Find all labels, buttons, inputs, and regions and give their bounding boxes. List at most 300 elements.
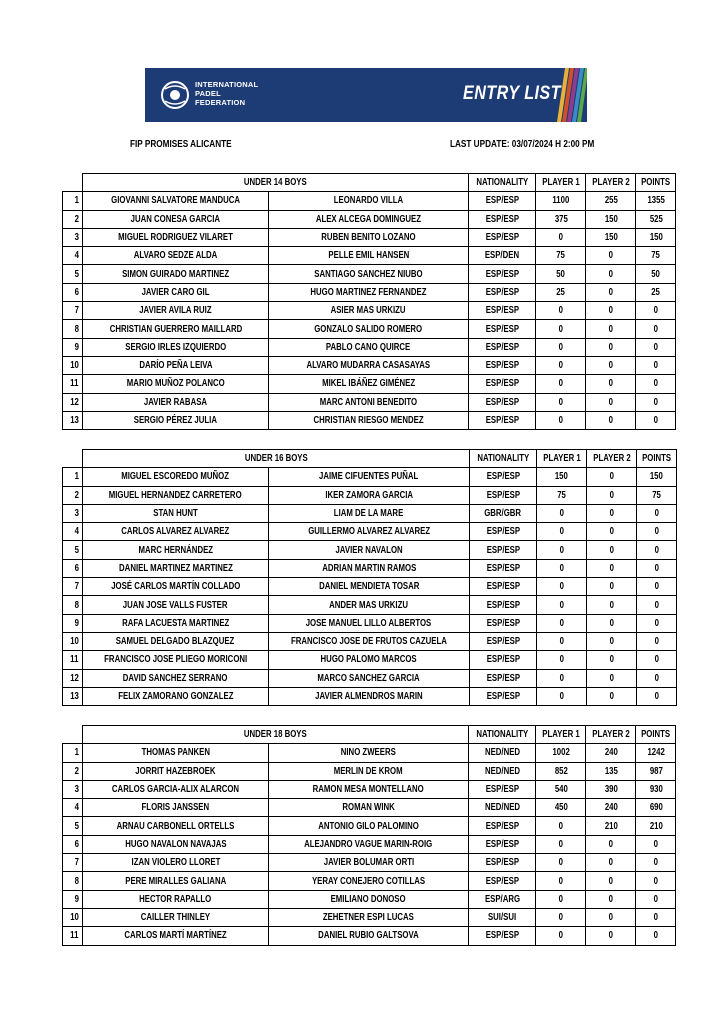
player2-points-cell <box>586 744 636 762</box>
player1-name: STAN HUNT <box>153 508 198 520</box>
player1-points: 0 <box>559 617 564 629</box>
player1-points: 150 <box>555 471 569 483</box>
player2-name: LIAM DE LA MARE <box>334 508 404 520</box>
player1-points-cell <box>537 523 587 541</box>
player2-points: 0 <box>608 360 614 372</box>
player1-name-cell <box>83 687 269 705</box>
nationality: ESP/DEN <box>485 250 520 262</box>
player1-name: DAVID SANCHEZ SERRANO <box>123 672 228 684</box>
player1-points-cell <box>536 799 586 817</box>
header-blank-cell <box>63 450 83 468</box>
player1-name: MARC HERNÁNDEZ <box>138 544 213 556</box>
player2-name-cell <box>269 927 469 945</box>
player2-points: 0 <box>608 341 614 353</box>
player2-name-cell <box>269 817 469 835</box>
player2-points-cell <box>586 780 636 798</box>
total-points-cell <box>637 687 677 705</box>
org-name <box>195 80 258 107</box>
player1-name-cell <box>83 283 269 301</box>
table-row <box>63 890 676 908</box>
column-header-text: PLAYER 1 <box>542 729 580 741</box>
total-points: 0 <box>654 617 659 629</box>
total-points: 150 <box>650 471 664 483</box>
player2-points-cell <box>586 210 636 228</box>
column-header-text: NATIONALITY <box>476 177 529 189</box>
table-row <box>63 356 676 374</box>
player1-points-cell <box>537 669 587 687</box>
total-points-cell <box>637 614 677 632</box>
player2-name: JAVIER ALMENDROS MARIN <box>315 691 423 702</box>
player2-name: HUGO PALOMO MARCOS <box>320 654 417 666</box>
nationality: ESP/ESP <box>485 930 519 942</box>
player1-name: JUAN CONESA GARCIA <box>130 213 221 225</box>
total-points-cell <box>637 651 677 669</box>
player1-points: 25 <box>556 286 566 298</box>
row-number-cell <box>63 393 83 411</box>
row-number: 10 <box>70 636 79 648</box>
player2-points: 150 <box>604 232 618 244</box>
total-points: 690 <box>649 802 663 814</box>
nationality: ESP/ESP <box>485 415 519 426</box>
player2-name-cell <box>269 523 470 541</box>
row-number: 12 <box>70 672 79 684</box>
player2-name-cell <box>269 375 469 393</box>
player1-name: PERE MIRALLES GALIANA <box>125 875 226 887</box>
row-number: 12 <box>70 396 79 408</box>
player1-name: JAVIER CARO GIL <box>141 286 210 298</box>
total-points: 210 <box>649 820 663 832</box>
nationality: ESP/ESP <box>486 471 520 483</box>
player1-name-cell <box>83 651 269 669</box>
table-row <box>63 762 676 780</box>
row-number: 2 <box>75 489 80 501</box>
player1-points-cell <box>536 872 586 890</box>
player1-points: 0 <box>558 875 564 887</box>
player2-name-cell <box>269 872 469 890</box>
player2-points: 210 <box>604 820 618 832</box>
total-points: 0 <box>654 526 659 538</box>
table-header-row <box>63 726 676 744</box>
player1-points: 0 <box>559 636 564 648</box>
column-header-player2 <box>587 450 637 468</box>
total-points: 0 <box>653 305 659 317</box>
nationality: NED/NED <box>484 747 520 759</box>
player2-points-cell <box>587 468 637 486</box>
total-points: 0 <box>653 341 659 353</box>
total-points-cell <box>636 762 676 780</box>
table-row <box>63 687 677 705</box>
player2-points-cell <box>587 578 637 596</box>
player2-name: ALEX ALCEGA DOMINGUEZ <box>315 213 422 225</box>
total-points: 0 <box>654 691 659 702</box>
player1-name-cell <box>83 578 269 596</box>
player1-name-cell <box>83 338 269 356</box>
table-row <box>63 835 676 853</box>
player2-points-cell <box>586 872 636 890</box>
nationality: NED/NED <box>484 802 520 814</box>
player2-name: MERLIN DE KROM <box>334 765 403 777</box>
row-number-cell <box>63 283 83 301</box>
nationality: ESP/ESP <box>486 672 520 684</box>
row-number: 10 <box>70 360 79 372</box>
nationality-cell <box>469 817 536 835</box>
table-row <box>63 817 676 835</box>
row-number: 8 <box>75 323 80 335</box>
row-number-cell <box>63 651 83 669</box>
column-header-text: POINTS <box>641 177 671 189</box>
nationality: ESP/ESP <box>486 526 520 538</box>
total-points: 75 <box>652 489 662 501</box>
player2-name: GONZALO SALIDO ROMERO <box>314 323 423 335</box>
player2-name: MIKEL IBÁÑEZ GIMÉNEZ <box>321 378 416 390</box>
row-number: 7 <box>75 581 80 593</box>
player1-points-cell <box>536 228 586 246</box>
row-number-cell <box>63 559 83 577</box>
player1-points: 0 <box>559 581 564 593</box>
player2-name: JAIME CIFUENTES PUÑAL <box>319 471 419 483</box>
row-number-cell <box>63 817 83 835</box>
player1-name: JOSÉ CARLOS MARTÍN COLLADO <box>110 581 241 593</box>
player2-points-cell <box>587 687 637 705</box>
table-row <box>63 468 677 486</box>
row-number-cell <box>63 302 83 320</box>
player1-name: SERGIO PÉREZ JULIA <box>133 415 218 426</box>
player1-name: MIGUEL RODRIGUEZ VILARET <box>118 232 233 244</box>
player1-name: FELIX ZAMORANO GONZALEZ <box>117 691 234 702</box>
row-number: 8 <box>75 599 80 611</box>
nationality-cell <box>469 890 536 908</box>
player1-name-cell <box>83 265 269 283</box>
player1-points: 1002 <box>552 747 570 759</box>
player1-points-cell <box>536 338 586 356</box>
player2-name: RUBEN BENITO LOZANO <box>321 232 416 244</box>
row-number-cell <box>63 578 83 596</box>
column-header-text: NATIONALITY <box>477 453 530 465</box>
player1-points: 0 <box>558 893 564 905</box>
player1-name-cell <box>83 247 269 265</box>
table-row <box>63 872 676 890</box>
player2-name-cell <box>269 854 469 872</box>
row-number: 2 <box>75 765 80 777</box>
player1-points: 0 <box>558 360 564 372</box>
nationality-cell <box>469 504 536 522</box>
player1-points-cell <box>537 687 587 705</box>
player1-points-cell <box>537 596 587 614</box>
table-row <box>63 578 677 596</box>
row-number-cell <box>63 356 83 374</box>
player2-name-cell <box>269 578 470 596</box>
player2-name-cell <box>269 228 469 246</box>
player1-name: CAILLER THINLEY <box>140 912 211 924</box>
player1-name: SERGIO IRLES IZQUIERDO <box>125 341 226 353</box>
player2-points: 0 <box>609 471 614 483</box>
org-name-line: INTERNATIONAL <box>195 80 259 89</box>
player2-points-cell <box>587 632 637 650</box>
player1-points-cell <box>536 762 586 780</box>
table-row <box>63 908 676 926</box>
total-points: 0 <box>653 893 659 905</box>
player1-points-cell <box>536 908 586 926</box>
row-number: 5 <box>75 820 80 832</box>
table-row <box>63 614 677 632</box>
total-points-cell <box>637 632 677 650</box>
player2-points-cell <box>587 559 637 577</box>
player2-points: 390 <box>604 784 618 796</box>
total-points: 0 <box>654 581 659 593</box>
row-number: 9 <box>75 893 80 905</box>
nationality-cell <box>469 320 536 338</box>
column-header-player2 <box>586 174 636 192</box>
player1-points: 0 <box>558 305 564 317</box>
player2-name: CHRISTIAN RIESGO MENDEZ <box>313 415 424 426</box>
total-points-cell <box>636 210 676 228</box>
entry-table <box>62 173 676 430</box>
row-number: 13 <box>70 415 79 426</box>
row-number-cell <box>63 247 83 265</box>
row-number-cell <box>63 799 83 817</box>
row-number: 4 <box>75 250 80 262</box>
banner-title: ENTRY LIST <box>463 83 561 104</box>
player1-points: 375 <box>554 213 568 225</box>
player1-points-cell <box>537 632 587 650</box>
player2-name: ANTONIO GILO PALOMINO <box>318 820 419 832</box>
total-points: 0 <box>653 930 659 942</box>
org-name-line: FEDERATION <box>195 98 246 107</box>
row-number: 4 <box>75 802 80 814</box>
nationality-cell <box>469 338 536 356</box>
total-points: 0 <box>653 323 659 335</box>
player1-points-cell <box>536 854 586 872</box>
player2-points-cell <box>587 504 637 522</box>
nationality-cell <box>469 632 536 650</box>
total-points-cell <box>637 669 677 687</box>
player1-points-cell <box>537 486 587 504</box>
total-points: 150 <box>649 232 663 244</box>
total-points-cell <box>636 247 676 265</box>
player2-name-cell <box>269 265 469 283</box>
table-row <box>63 632 677 650</box>
nationality-cell <box>469 247 536 265</box>
row-number: 3 <box>75 784 80 796</box>
column-header-nationality <box>469 726 536 744</box>
player1-points-cell <box>536 817 586 835</box>
player1-points: 0 <box>558 820 564 832</box>
row-number-cell <box>63 265 83 283</box>
player2-points: 0 <box>609 691 614 702</box>
player1-name: JUAN JOSE VALLS FUSTER <box>123 599 228 611</box>
player1-points: 852 <box>554 765 568 777</box>
player2-points-cell <box>586 247 636 265</box>
nationality-cell <box>469 669 536 687</box>
row-number-cell <box>63 890 83 908</box>
player2-points-cell <box>586 927 636 945</box>
fip-logo <box>161 74 271 116</box>
player2-points-cell <box>586 356 636 374</box>
total-points: 0 <box>654 544 659 556</box>
player1-name-cell <box>83 228 269 246</box>
player2-name-cell <box>269 356 469 374</box>
player1-points-cell <box>537 651 587 669</box>
player1-points: 0 <box>558 838 564 850</box>
total-points-cell <box>636 835 676 853</box>
org-name-line: PADEL <box>195 89 221 98</box>
player1-name-cell <box>83 468 269 486</box>
player1-points: 0 <box>558 323 564 335</box>
player1-points: 0 <box>559 654 564 666</box>
player2-points: 0 <box>608 857 614 869</box>
header-blank-cell <box>63 174 83 192</box>
player2-name: PABLO CANO QUIRCE <box>326 341 411 353</box>
player2-name-cell <box>269 596 470 614</box>
nationality-cell <box>469 283 536 301</box>
nationality-cell <box>469 908 536 926</box>
player2-name: SANTIAGO SANCHEZ NIUBO <box>314 268 423 280</box>
player1-points-cell <box>536 780 586 798</box>
player1-name: JAVIER RABASA <box>143 396 208 408</box>
player2-points-cell <box>586 799 636 817</box>
nationality-cell <box>469 651 536 669</box>
player2-points: 0 <box>609 581 614 593</box>
player1-points-cell <box>536 302 586 320</box>
player2-points: 0 <box>608 875 614 887</box>
player1-points-cell <box>536 356 586 374</box>
player1-points: 75 <box>557 489 567 501</box>
player2-points: 0 <box>608 268 614 280</box>
player1-points: 0 <box>559 562 564 574</box>
player1-points-cell <box>536 890 586 908</box>
nationality-cell <box>469 559 536 577</box>
player2-name: JAVIER BOLUMAR ORTI <box>323 857 414 869</box>
column-header-nationality <box>469 450 536 468</box>
player2-name-cell <box>269 210 469 228</box>
nationality: NED/NED <box>484 765 520 777</box>
player1-points-cell <box>536 283 586 301</box>
nationality-cell <box>469 780 536 798</box>
player2-points-cell <box>586 228 636 246</box>
player1-points-cell <box>536 265 586 283</box>
section-title <box>83 450 470 468</box>
player2-name-cell <box>269 559 470 577</box>
player2-points: 0 <box>609 562 614 574</box>
total-points: 0 <box>654 636 659 648</box>
section-title <box>83 174 469 192</box>
player1-name-cell <box>83 762 269 780</box>
nationality: ESP/ESP <box>485 875 519 887</box>
nationality: ESP/ESP <box>485 232 519 244</box>
player2-points: 0 <box>608 286 614 298</box>
nationality: ESP/ESP <box>486 489 520 501</box>
player1-points: 75 <box>556 250 566 262</box>
player1-points-cell <box>536 835 586 853</box>
total-points-cell <box>636 927 676 945</box>
row-number: 9 <box>75 617 80 629</box>
nationality: GBR/GBR <box>484 508 522 520</box>
player2-name: DANIEL RUBIO GALTSOVA <box>318 930 419 942</box>
total-points: 0 <box>653 378 659 390</box>
player2-points: 0 <box>609 599 614 611</box>
nationality: ESP/ARG <box>484 893 520 905</box>
total-points: 0 <box>653 396 659 408</box>
player1-name: ARNAU CARBONELL ORTELLS <box>116 820 235 832</box>
total-points-cell <box>636 799 676 817</box>
player2-name: NINO ZWEERS <box>340 747 397 759</box>
player2-points: 0 <box>609 508 614 520</box>
row-number: 3 <box>75 232 80 244</box>
total-points-cell <box>636 320 676 338</box>
player2-name: IKER ZAMORA GARCIA <box>325 489 413 501</box>
player2-points-cell <box>586 411 636 429</box>
nationality: ESP/ESP <box>485 268 519 280</box>
row-number: 11 <box>70 930 79 942</box>
player2-name-cell <box>269 302 469 320</box>
player1-name: ALVARO SEDZE ALDA <box>133 250 218 262</box>
table-row <box>63 669 677 687</box>
player2-name: ZEHETNER ESPI LUCAS <box>322 912 415 924</box>
table-row <box>63 265 676 283</box>
player2-name-cell <box>269 744 469 762</box>
nationality-cell <box>469 762 536 780</box>
player2-name-cell <box>269 393 469 411</box>
player1-points: 0 <box>559 691 564 702</box>
column-header-nationality <box>469 174 536 192</box>
player1-points: 0 <box>558 930 564 942</box>
player1-name-cell <box>83 744 269 762</box>
total-points-cell <box>636 375 676 393</box>
row-number-cell <box>63 523 83 541</box>
player1-name: FLORIS JANSSEN <box>141 802 210 814</box>
player1-name-cell <box>83 523 269 541</box>
player2-points: 0 <box>608 378 614 390</box>
player2-points: 0 <box>608 396 614 408</box>
player1-name: FRANCISCO JOSE PLIEGO MORICONI <box>103 654 248 666</box>
player1-points: 0 <box>559 544 564 556</box>
player2-points-cell <box>587 523 637 541</box>
nationality-cell <box>469 523 536 541</box>
player2-points: 0 <box>609 544 614 556</box>
table-row <box>63 302 676 320</box>
player2-points-cell <box>586 393 636 411</box>
player2-points: 0 <box>609 526 614 538</box>
player2-points-cell <box>586 908 636 926</box>
nationality: ESP/ESP <box>485 286 519 298</box>
player1-name-cell <box>83 210 269 228</box>
total-points-cell <box>637 486 677 504</box>
player2-points: 0 <box>608 415 614 426</box>
player2-name-cell <box>269 504 470 522</box>
decorative-stripes <box>557 68 587 122</box>
nationality-cell <box>469 192 536 210</box>
player1-name: HECTOR RAPALLO <box>139 893 212 905</box>
column-header-text: PLAYER 1 <box>543 453 581 465</box>
column-header-player1 <box>536 174 586 192</box>
player1-points: 0 <box>558 378 564 390</box>
row-number-cell <box>63 908 83 926</box>
entry-table <box>62 725 676 946</box>
row-number: 6 <box>75 562 80 574</box>
table-row <box>63 320 676 338</box>
total-points-cell <box>636 411 676 429</box>
column-header-text: PLAYER 1 <box>542 177 580 189</box>
row-number-cell <box>63 614 83 632</box>
player1-name: CHRISTIAN GUERRERO MAILLARD <box>109 323 242 335</box>
column-header-text: PLAYER 2 <box>592 729 630 741</box>
player1-name-cell <box>83 854 269 872</box>
player1-points: 540 <box>554 784 568 796</box>
row-number-cell <box>63 780 83 798</box>
player1-name: JORRIT HAZEBROEK <box>135 765 216 777</box>
player1-name: SIMON GUIRADO MARTINEZ <box>121 268 230 280</box>
player1-points: 0 <box>558 415 564 426</box>
